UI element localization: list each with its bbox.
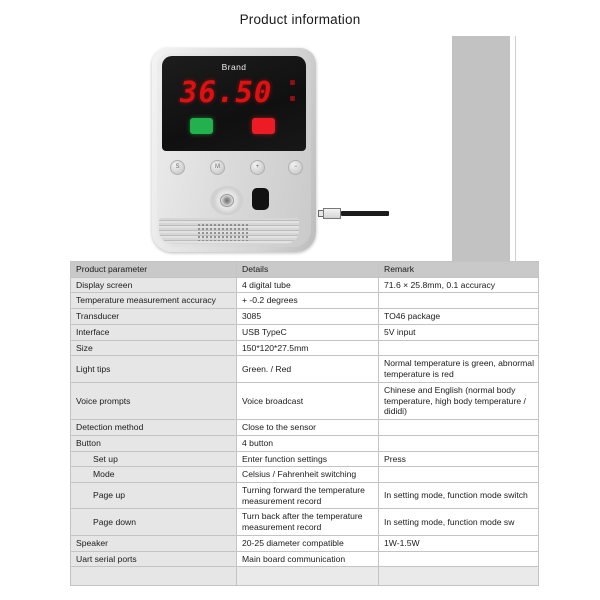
photo-right-edge <box>510 36 516 263</box>
table-row-empty <box>71 567 539 586</box>
cell-details: USB TypeC <box>237 324 379 340</box>
cell-remark: 1W-1.5W <box>379 535 539 551</box>
cell-parameter: Temperature measurement accuracy <box>71 293 237 309</box>
cell-parameter: Page down <box>71 509 237 535</box>
table-row <box>71 309 539 325</box>
table-row <box>71 483 539 509</box>
cell-parameter: Light tips <box>71 356 237 382</box>
cell-remark: Chinese and English (normal body temperature, high body temperature / dididi) <box>379 382 539 419</box>
header-details: Details <box>237 262 379 278</box>
table-body <box>71 262 539 586</box>
cell-remark <box>379 340 539 356</box>
table-row <box>71 551 539 567</box>
usb-wire <box>341 211 389 216</box>
table-row <box>71 451 539 467</box>
table-row <box>71 535 539 551</box>
cell-details: 3085 <box>237 309 379 325</box>
header-parameter: Product parameter <box>71 262 237 278</box>
table-row <box>71 382 539 419</box>
usb-typec-cable <box>318 208 390 219</box>
green-indicator-light <box>190 118 213 134</box>
cell-remark <box>379 435 539 451</box>
cell-parameter: Speaker <box>71 535 237 551</box>
table-row <box>71 277 539 293</box>
table-row <box>71 509 539 535</box>
device-button-row <box>168 160 302 176</box>
table-row <box>71 340 539 356</box>
page-down-button[interactable]: − <box>288 160 303 175</box>
cell-empty <box>379 567 539 586</box>
cell-remark: 71.6 × 25.8mm, 0.1 accuracy <box>379 277 539 293</box>
cell-details: 4 digital tube <box>237 277 379 293</box>
cell-details: Turning forward the temperature measurement record <box>237 483 379 509</box>
cell-details: Celsius / Fahrenheit switching <box>237 467 379 483</box>
page-up-button[interactable]: + <box>250 160 265 175</box>
thermometer-device <box>152 48 316 252</box>
set-up-button[interactable]: S <box>170 160 185 175</box>
cell-parameter: Display screen <box>71 277 237 293</box>
cell-parameter: Mode <box>71 467 237 483</box>
table-row <box>71 324 539 340</box>
cell-remark: Normal temperature is green, abnormal temperature is red <box>379 356 539 382</box>
brand-label: Brand <box>221 62 247 72</box>
table-row <box>71 293 539 309</box>
cell-remark <box>379 293 539 309</box>
cell-details: Close to the sensor <box>237 420 379 436</box>
cell-parameter: Set up <box>71 451 237 467</box>
red-indicator-light <box>252 118 275 134</box>
table-row <box>71 420 539 436</box>
cell-remark: 5V input <box>379 324 539 340</box>
infrared-window <box>252 188 269 210</box>
cell-details: + -0.2 degrees <box>237 293 379 309</box>
cell-parameter: Transducer <box>71 309 237 325</box>
mode-button[interactable]: M <box>210 160 225 175</box>
cell-parameter: Page up <box>71 483 237 509</box>
temperature-sensor-icon <box>210 186 244 215</box>
speaker-dot-pattern <box>197 223 249 241</box>
table-row <box>71 435 539 451</box>
temperature-readout: 36.50 <box>180 75 273 109</box>
cell-parameter: Size <box>71 340 237 356</box>
table-row <box>71 467 539 483</box>
photo-right-band <box>452 36 510 261</box>
table-row <box>71 356 539 382</box>
device-screen <box>162 56 306 151</box>
cell-details: Green. / Red <box>237 356 379 382</box>
cell-remark: Press <box>379 451 539 467</box>
usb-plug-body <box>323 208 341 219</box>
header-remark: Remark <box>379 262 539 278</box>
cell-remark <box>379 420 539 436</box>
cell-empty <box>237 567 379 586</box>
cell-details: 4 button <box>237 435 379 451</box>
cell-remark: In setting mode, function mode switch <box>379 483 539 509</box>
cell-details: 150*120*27.5mm <box>237 340 379 356</box>
colon-indicator-icon <box>290 80 296 106</box>
cell-remark: In setting mode, function mode sw <box>379 509 539 535</box>
cell-remark <box>379 467 539 483</box>
cell-parameter: Button <box>71 435 237 451</box>
cell-parameter: Detection method <box>71 420 237 436</box>
cell-details: Voice broadcast <box>237 382 379 419</box>
page-title: Product information <box>239 12 361 27</box>
table-header-row <box>71 262 539 278</box>
cell-parameter: Uart serial ports <box>71 551 237 567</box>
cell-details: Turn back after the temperature measurement record <box>237 509 379 535</box>
cell-details: 20-25 diameter compatible <box>237 535 379 551</box>
cell-details: Main board communication <box>237 551 379 567</box>
cell-empty <box>71 567 237 586</box>
cell-parameter: Interface <box>71 324 237 340</box>
cell-details: Enter function settings <box>237 451 379 467</box>
cell-remark <box>379 551 539 567</box>
cell-parameter: Voice prompts <box>71 382 237 419</box>
cell-remark: TO46 package <box>379 309 539 325</box>
product-parameter-table <box>70 261 539 586</box>
